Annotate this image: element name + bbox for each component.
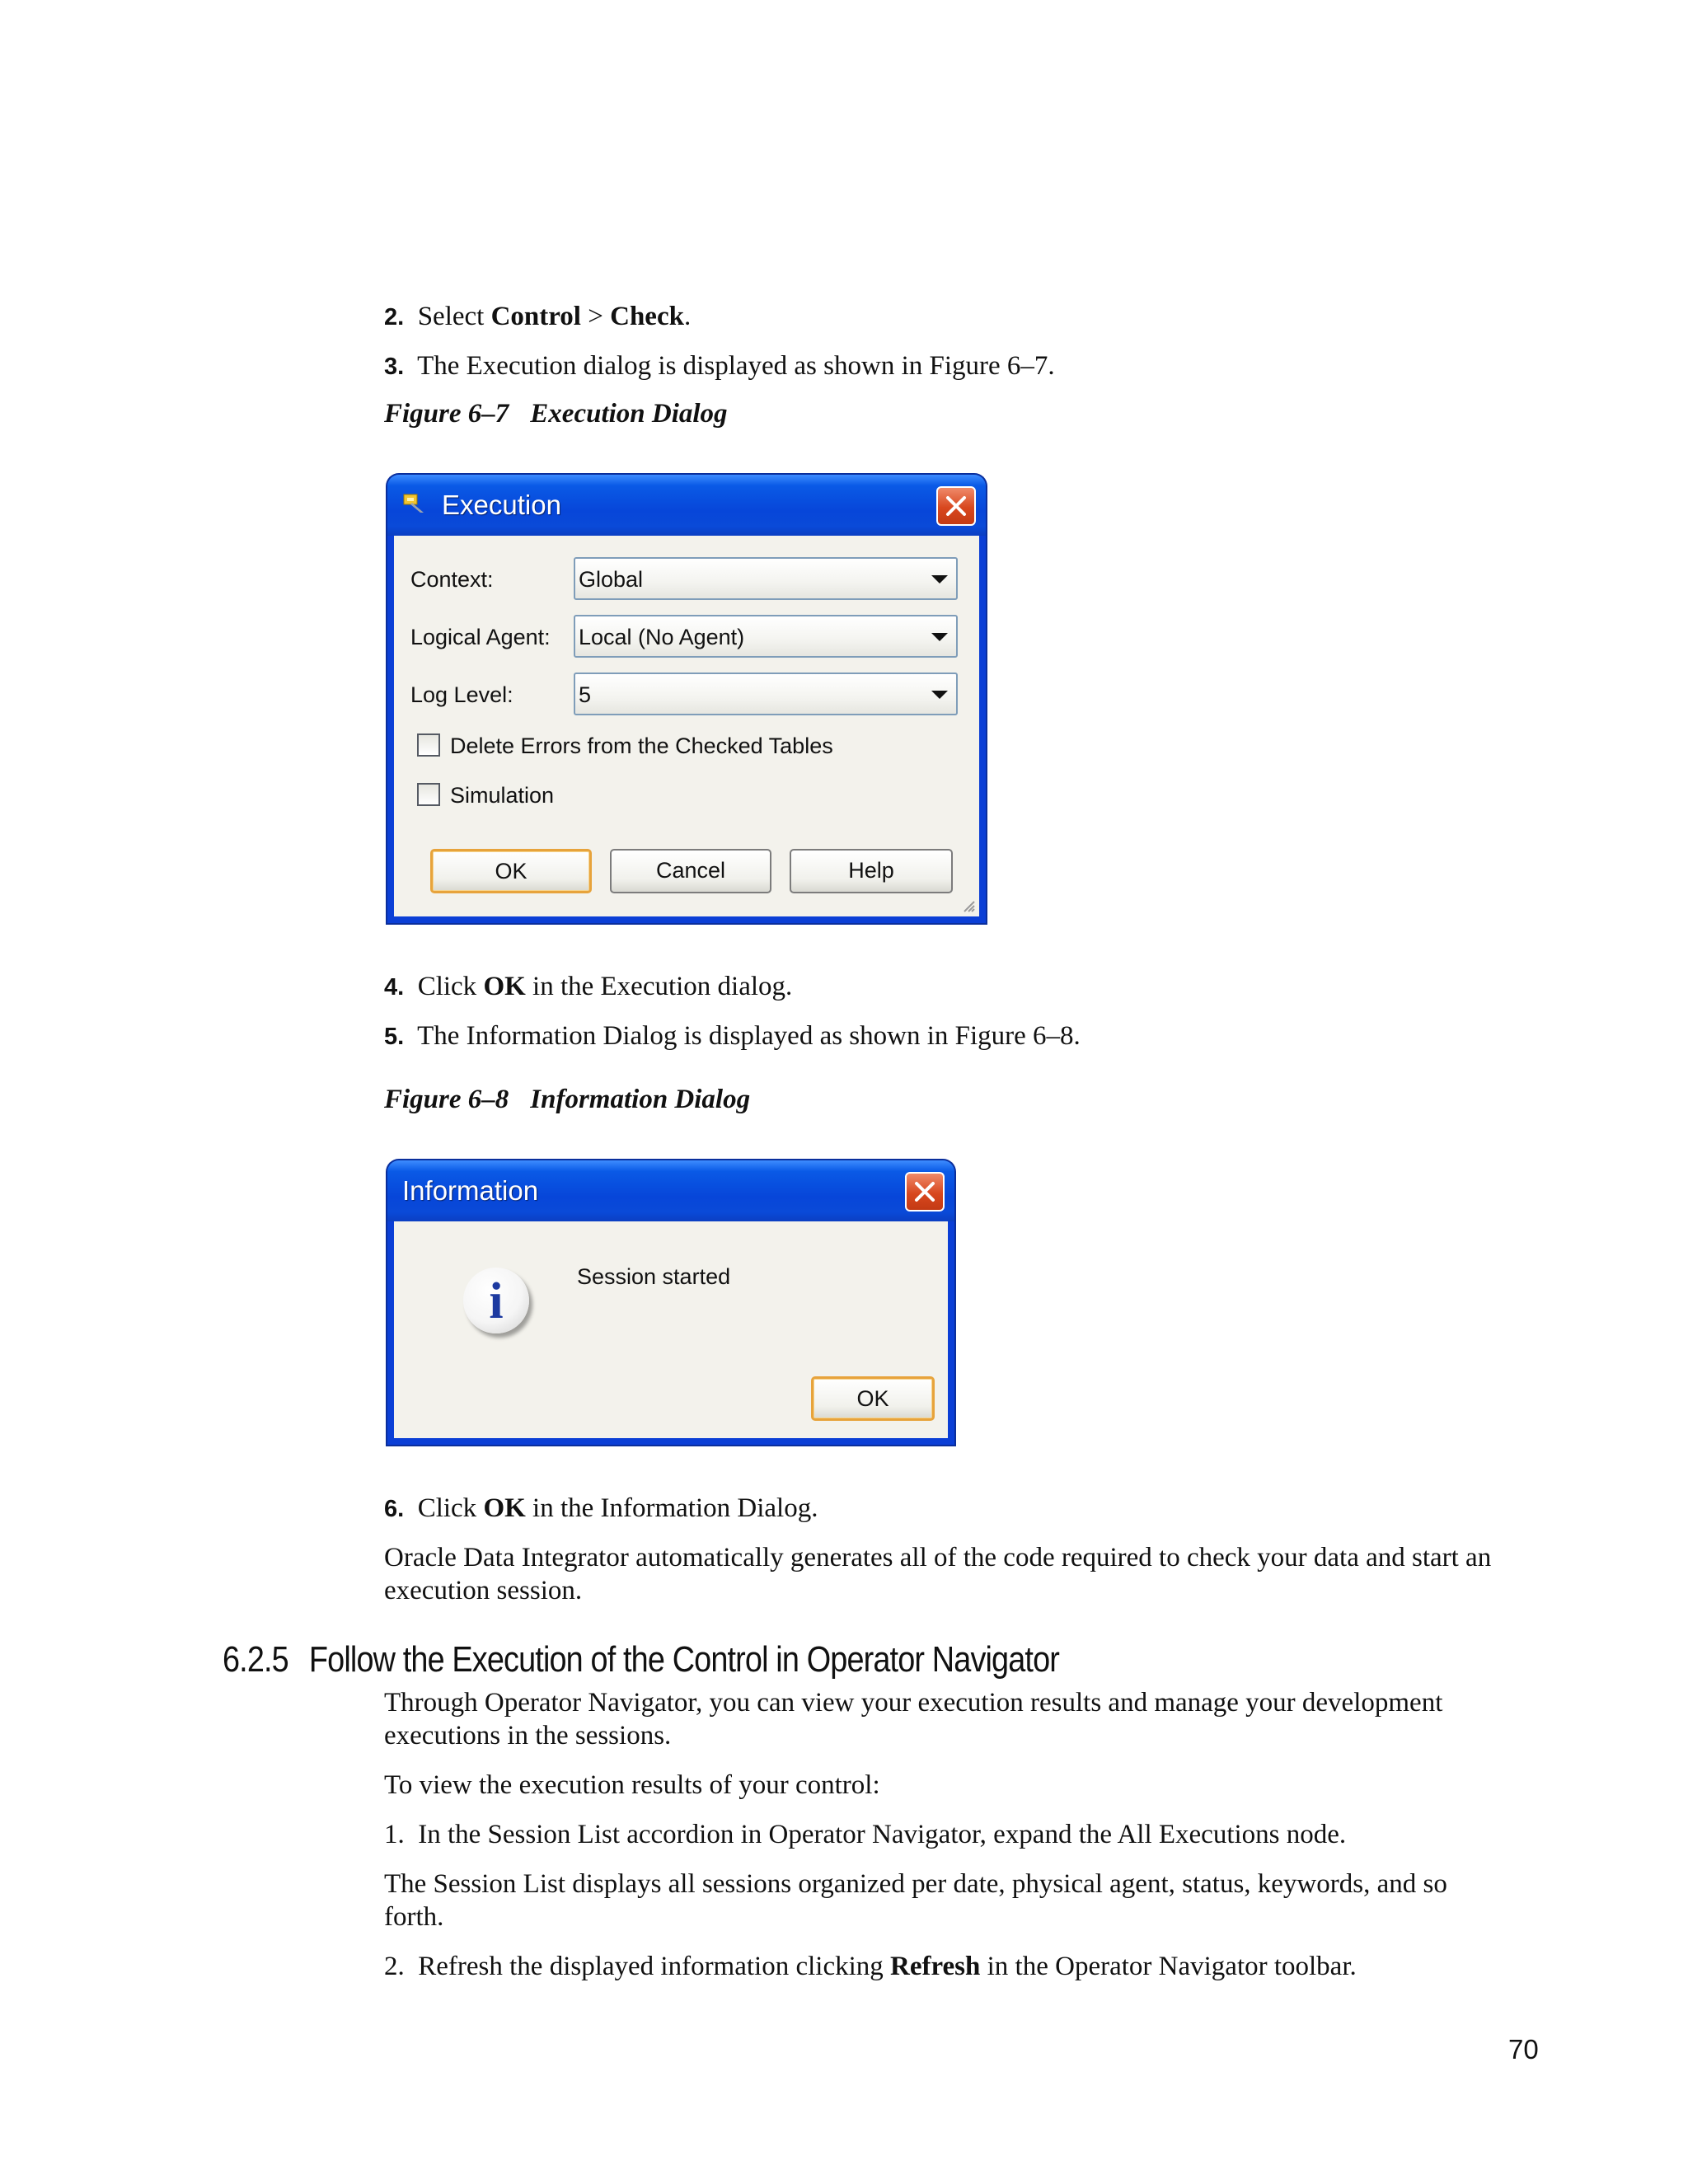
chevron-down-icon <box>931 633 948 641</box>
step-text: The Information Dialog is displayed as shown in Figure 6–8. <box>417 1021 1081 1051</box>
step-text: In the Session List accordion in Operator Navigator, expand the All Executions node. <box>418 1820 1347 1849</box>
figure-6-8-caption <box>384 1085 750 1115</box>
step-number: 3. <box>384 354 405 380</box>
context-value: Global <box>579 567 644 592</box>
refresh-emphasis: Refresh <box>890 1952 981 1981</box>
figure-title: Execution Dialog <box>530 399 728 429</box>
step-2 <box>384 300 691 334</box>
ok-emphasis: OK <box>483 1493 526 1523</box>
step-3 <box>384 349 1055 383</box>
step-text: in the Information Dialog. <box>525 1493 818 1523</box>
step-text: . <box>683 302 692 331</box>
section-heading <box>223 1638 1059 1681</box>
figure-label: Figure 6–8 <box>384 1085 509 1114</box>
paragraph-through: Through Operator Navigator, you can view your execution results and manage your development executions in the sessions. <box>384 1688 1443 1750</box>
figure-6-7-caption <box>384 399 728 429</box>
ok-emphasis: OK <box>483 972 526 1001</box>
delete-errors-checkbox[interactable] <box>417 733 440 757</box>
execution-dialog <box>387 475 986 923</box>
step-text: Click <box>417 972 484 1001</box>
step-text: Select <box>417 302 491 331</box>
cancel-button[interactable]: Cancel <box>610 849 771 893</box>
paragraph-session-list: The Session List displays all sessions organized per date, physical agent, status, keywords, and so forth. <box>384 1869 1447 1932</box>
ok-button[interactable]: OK <box>811 1376 935 1421</box>
menu-check: Check <box>610 302 684 331</box>
step-number: 1. <box>384 1820 405 1849</box>
figure-label: Figure 6–7 <box>384 399 509 429</box>
context-select[interactable] <box>574 557 958 600</box>
simulation-label: Simulation <box>450 783 555 808</box>
info-icon: i <box>463 1268 529 1333</box>
section-number: 6.2.5 <box>223 1639 288 1680</box>
simulation-checkbox[interactable] <box>417 783 440 806</box>
chevron-down-icon <box>931 691 948 699</box>
help-button[interactable]: Help <box>790 849 953 893</box>
step-number: 4. <box>384 974 405 1001</box>
close-icon <box>945 494 968 518</box>
information-title: Information <box>402 1175 539 1206</box>
step-session-2 <box>384 1950 1406 1983</box>
information-dialog <box>387 1160 954 1445</box>
step-session-1 <box>384 1818 1346 1851</box>
menu-control: Control <box>490 302 581 331</box>
step-5 <box>384 1019 1081 1053</box>
step-number: 2. <box>384 304 405 330</box>
close-button[interactable] <box>905 1172 945 1212</box>
log-level-select[interactable] <box>574 673 958 715</box>
step-number: 2. <box>384 1952 405 1981</box>
information-message: Session started <box>577 1264 731 1289</box>
section-title: Follow the Execution of the Control in Operator Navigator <box>308 1639 1060 1680</box>
logical-agent-value: Local (No Agent) <box>579 625 745 649</box>
execution-titlebar[interactable] <box>387 475 986 536</box>
ok-button[interactable]: OK <box>430 849 592 893</box>
execution-title: Execution <box>442 490 561 520</box>
figure-title: Information Dialog <box>530 1085 751 1114</box>
step-number: 6. <box>384 1496 405 1522</box>
information-client-area <box>394 1221 948 1438</box>
step-text: Refresh the displayed information clicking <box>418 1952 891 1981</box>
step-6 <box>384 1492 818 1526</box>
logical-agent-label: Logical Agent: <box>410 625 551 649</box>
page-number: 70 <box>1508 2034 1539 2064</box>
step-text: The Execution dialog is displayed as shown in Figure 6–7. <box>417 351 1055 381</box>
paragraph-to-view: To view the execution results of your control: <box>384 1770 880 1800</box>
step-text: in the Operator Navigator toolbar. <box>980 1952 1357 1981</box>
log-level-value: 5 <box>579 682 592 707</box>
close-button[interactable] <box>936 486 976 526</box>
context-label: Context: <box>410 567 494 592</box>
logical-agent-select[interactable] <box>574 615 958 658</box>
log-level-label: Log Level: <box>410 682 513 707</box>
step-text: > <box>580 302 611 331</box>
paragraph-generate: Oracle Data Integrator automatically generates all of the code required to check your data and start an execution session. <box>384 1543 1492 1605</box>
step-4 <box>384 970 792 1004</box>
step-text: in the Execution dialog. <box>525 972 793 1001</box>
chevron-down-icon <box>931 575 948 583</box>
execution-app-icon <box>402 491 427 516</box>
information-titlebar[interactable] <box>387 1160 954 1221</box>
resize-grip-icon[interactable] <box>959 897 976 913</box>
close-icon <box>913 1180 936 1203</box>
delete-errors-label: Delete Errors from the Checked Tables <box>450 733 833 758</box>
step-number: 5. <box>384 1024 405 1050</box>
step-text: Click <box>417 1493 484 1523</box>
execution-client-area <box>394 536 979 916</box>
